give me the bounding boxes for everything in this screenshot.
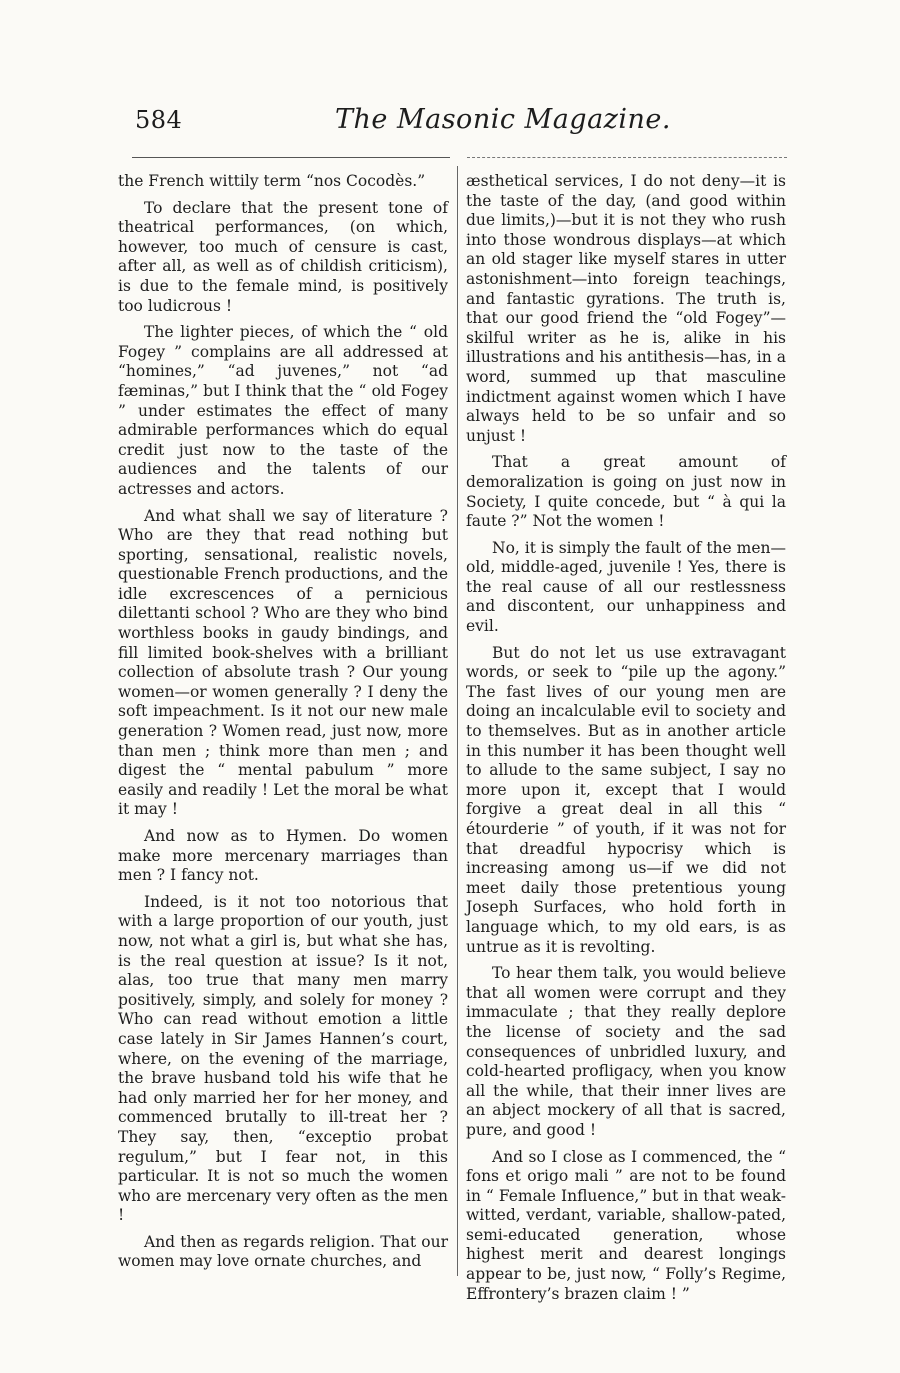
paragraph: And so I close as I commenced, the “ fons et origo mali ” are not to be found in “ Female Influence,” but in that weak-witted, verdant, variable, shallow-pated, semi-educated generation, whose highest merit and dearest longings appear to be, just now, “ Folly’s Regime, Effrontery’s brazen claim ! ” [466,1147,786,1303]
paragraph: Indeed, is it not too notorious that with a large proportion of our youth, just now, not what a girl is, but what she has, is the real question at issue? Is it not, alas, too true that many men marry positively, simply, and solely for money ? Who can read without emotion a little case lately in Sir James Hannen’s court, where, on the evening of the marriage, the brave husband told his wife that he had only married her for her money, and commenced brutally to ill-treat her ? They say, then, “exceptio probat regulum,” but I fear not, in this particular. It is not so much the women who are mercenary very often as the men ! [118,892,448,1225]
paragraph: And now as to Hymen. Do women make more mercenary marriages than men ? I fancy not. [118,827,448,885]
header-rule-left [132,157,450,158]
paragraph: No, it is simply the fault of the men—old, middle-aged, juvenile ! Yes, there is the real cause of all our restlessness and discontent, our unhappiness and evil. [466,538,786,636]
left-column [118,172,448,1279]
paragraph: æsthetical services, I do not deny—it is the taste of the day, (and good within due limits,)—but it is not they who rush into those wondrous displays—at which an old stager like myself stares in utter astonishment—into foreign teachings, and fantastic gyrations. The truth is, that our good friend the “old Fogey”—skilful writer as he is, alike in his illustrations and his antithesis—has, in a word, summed up that masculine indictment against women which I have always held to be so unfair and so unjust ! [466,172,786,445]
page-number: 584 [135,106,183,134]
paragraph: the French wittily term “nos Cocodès.” [118,172,426,190]
right-column [466,172,786,1311]
running-title: The Masonic Magazine. [335,104,671,135]
paragraph: To declare that the present tone of theatrical performances, (on which, however, too much of censure is cast, after all, as well as of childish criticism), is due to the female mind, is positively too ludicrous ! [118,198,448,315]
paragraph: But do not let us use extravagant words, or seek to “pile up the agony.” The fast lives of our young men are doing an incalculable evil to society and to themselves. But as in another article in this number it has been thought well to allude to the same subject, I say no more upon it, except that I would forgive a great deal in all this “ étourderie ” of youth, if it was not for that dreadful hypocrisy which is increasing among us—if we did not meet daily those pretentious young Joseph Surfaces, who hold forth in language which, to my old ears, is as untrue as it is revolting. [466,643,786,956]
paragraph: And then as regards religion. That our women may love ornate churches, and [118,1232,448,1271]
paragraph: That a great amount of demoralization is going on just now in Society, I quite concede, but “ à qui la faute ?” Not the women ! [466,453,786,531]
paragraph: And what shall we say of literature ? Who are they that read nothing but sporting, sensational, realistic novels, questionable French productions, and the idle excrescences of a pernicious dilettanti school ? Who are they who bind worthless books in gaudy bindings, and fill limited book-shelves with a brilliant collection of absolute trash ? Our young women—or women generally ? I deny the soft impeachment. Is it not our new male generation ? Women read, just now, more than men ; think more than men ; and digest the “ mental pabulum ” more easily and readily ! Let the moral be what it may ! [118,506,448,819]
column-divider [457,166,458,1276]
paragraph: The lighter pieces, of which the “ old Fogey ” complains are all addressed at “homines,” “ad juvenes,” not “ad fæminas,” but I think that the “ old Fogey ” under estimates the effect of many admirable performances which do equal credit just now to the taste of the audiences and the talents of our actresses and actors. [118,323,448,498]
paragraph: To hear them talk, you would believe that all women were corrupt and they immaculate ; that they really deplore the license of society and the sad consequences of unbridled luxury, and cold-hearted profligacy, when you know all the while, that their inner lives are an abject mockery of all that is sacred, pure, and good ! [466,964,786,1139]
header-rule-right [467,157,787,158]
